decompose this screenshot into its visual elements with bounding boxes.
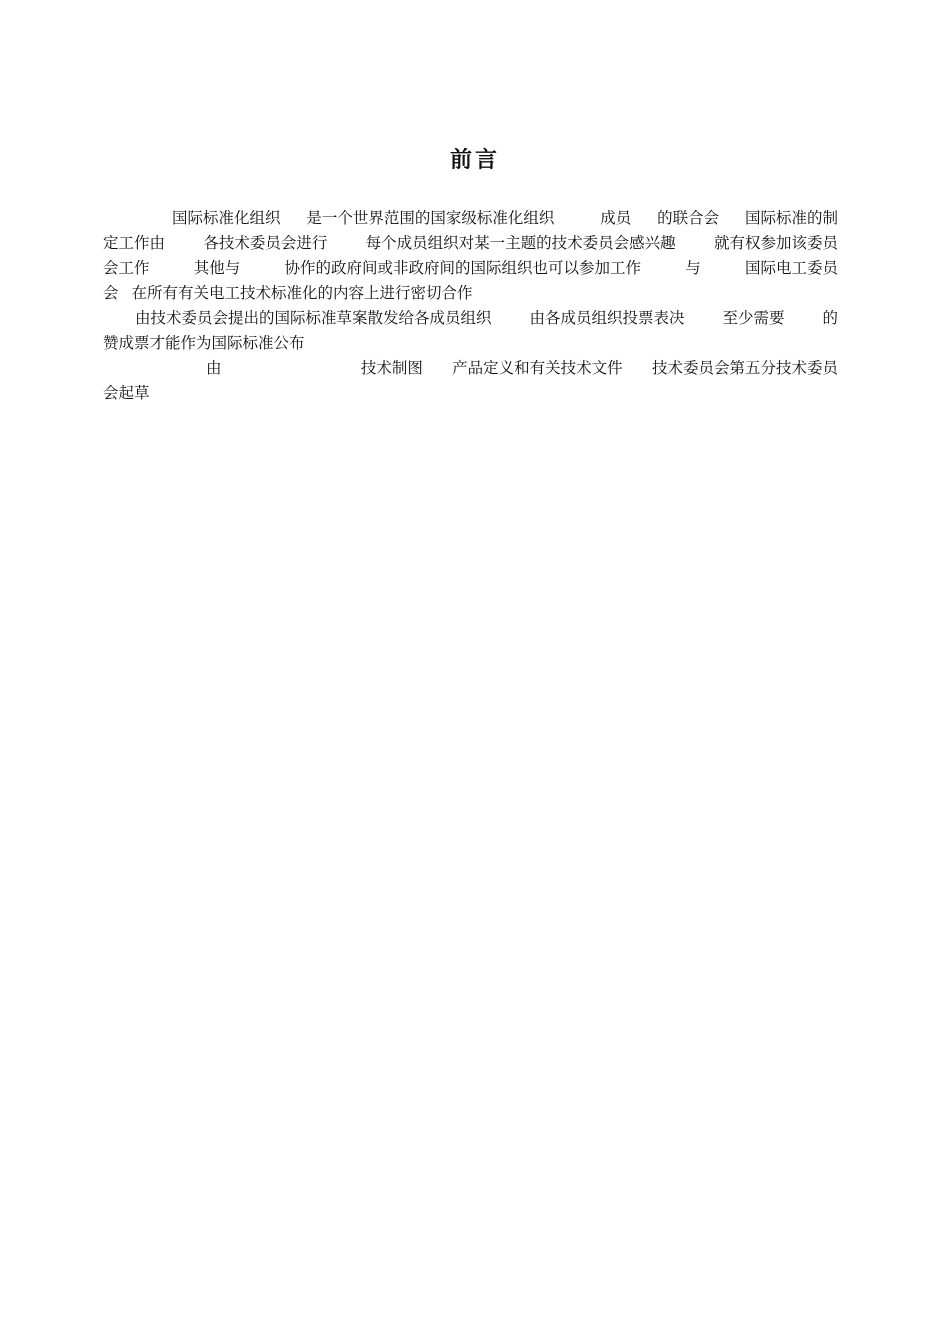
- text-segment: 各技术委员会进行: [203, 234, 328, 252]
- text-segment: 定工作由: [103, 234, 166, 252]
- paragraph-2-line-1: [135, 306, 838, 330]
- paragraph-3-line-1: [206, 356, 838, 380]
- text-segment: 的联合会: [657, 209, 720, 227]
- text-segment: 每个成员组织对某一主题的技术委员会感兴趣: [365, 234, 676, 252]
- text-segment: 国际标准化组织: [172, 209, 281, 227]
- text-segment: 就有权参加该委员: [713, 234, 838, 252]
- text-segment: 由各成员组织投票表决: [529, 309, 685, 327]
- text-segment: 的: [822, 309, 838, 327]
- text-segment: 国际电工委员: [744, 259, 838, 277]
- text-segment: 与: [685, 259, 701, 277]
- paragraph-2-line-2: [103, 331, 305, 355]
- paragraph-3-line-2: [103, 381, 150, 405]
- paragraph-1-line-1: [103, 206, 838, 230]
- text-segment: 至少需要: [722, 309, 785, 327]
- paragraph-1-line-2: [103, 231, 838, 255]
- text-segment: 协作的政府间或非政府间的国际组织也可以参加工作: [284, 259, 641, 277]
- text-segment: 赞成票才能作为国际标准公布: [103, 334, 305, 352]
- text-segment: 会起草: [103, 384, 150, 402]
- paragraph-1-line-3: [103, 256, 838, 280]
- text-segment: 在所有有关电工技术标准化的内容上进行密切合作: [131, 284, 473, 302]
- text-segment: 技术委员会第五分技术委员: [651, 359, 838, 377]
- text-segment: 由: [206, 359, 222, 377]
- text-segment: 由技术委员会提出的国际标准草案散发给各成员组织: [135, 309, 492, 327]
- text-segment: 产品定义和有关技术文件: [452, 359, 623, 377]
- text-segment: 会工作: [103, 259, 150, 277]
- text-segment: 其他与: [193, 259, 241, 277]
- page-title: 前言: [449, 148, 500, 173]
- text-segment: 会: [103, 284, 119, 302]
- text-segment: 技术制图: [360, 359, 423, 377]
- paragraph-1-line-4: [103, 281, 472, 305]
- text-segment: 是一个世界范围的国家级标准化组织: [306, 209, 555, 227]
- text-segment: 国际标准的制: [744, 209, 838, 227]
- text-segment: 成员: [600, 209, 632, 227]
